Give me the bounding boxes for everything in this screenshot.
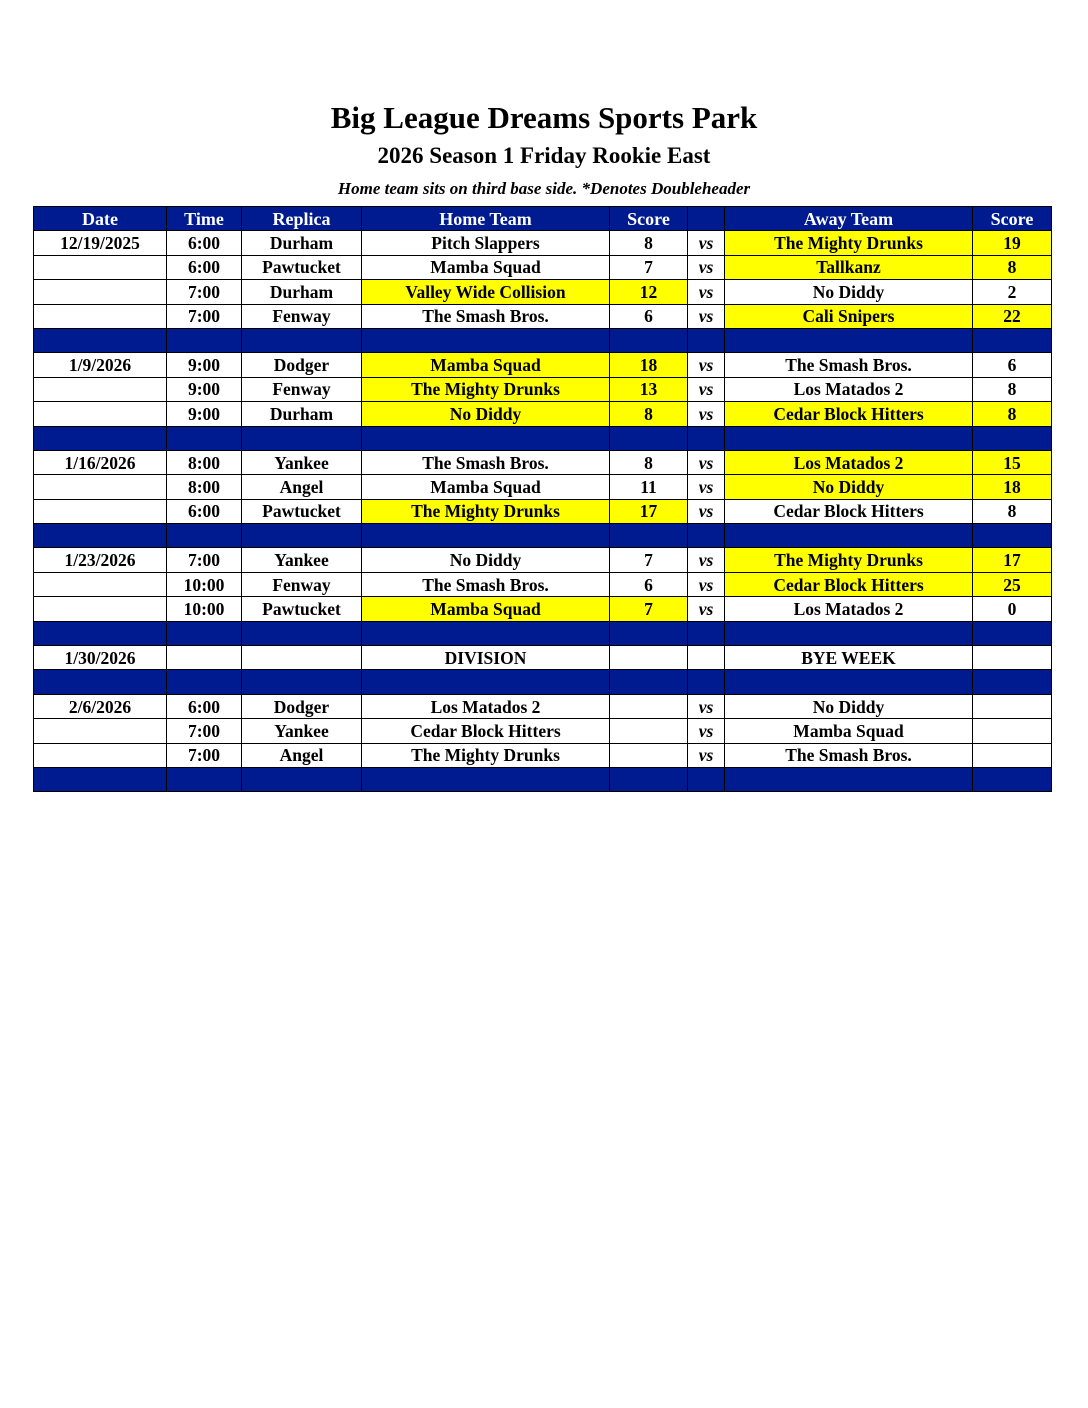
time-cell: 7:00 bbox=[167, 743, 242, 767]
replica-cell: Angel bbox=[242, 475, 362, 499]
vs-cell: vs bbox=[688, 353, 725, 377]
table-row bbox=[34, 353, 1052, 377]
separator-cell bbox=[688, 524, 725, 548]
separator-cell bbox=[167, 767, 242, 791]
away-score-cell: 2 bbox=[973, 280, 1052, 304]
separator-row bbox=[34, 426, 1052, 450]
separator-row bbox=[34, 621, 1052, 645]
table-row bbox=[34, 255, 1052, 279]
time-cell: 6:00 bbox=[167, 694, 242, 718]
date-cell bbox=[34, 402, 167, 426]
separator-cell bbox=[242, 767, 362, 791]
home-team-cell: Mamba Squad bbox=[362, 475, 610, 499]
home-team-cell: No Diddy bbox=[362, 548, 610, 572]
table-row bbox=[34, 572, 1052, 596]
date-cell bbox=[34, 280, 167, 304]
vs-cell: vs bbox=[688, 280, 725, 304]
away-score-cell: 8 bbox=[973, 377, 1052, 401]
home-team-cell: Valley Wide Collision bbox=[362, 280, 610, 304]
separator-cell bbox=[688, 426, 725, 450]
column-header-home-team: Home Team bbox=[362, 207, 610, 231]
away-score-cell: 18 bbox=[973, 475, 1052, 499]
vs-cell: vs bbox=[688, 231, 725, 255]
replica-cell: Yankee bbox=[242, 450, 362, 474]
replica-cell bbox=[242, 646, 362, 670]
date-cell: 1/23/2026 bbox=[34, 548, 167, 572]
home-score-cell: 8 bbox=[610, 231, 688, 255]
separator-cell bbox=[725, 328, 973, 352]
away-score-cell: 17 bbox=[973, 548, 1052, 572]
away-team-cell: Los Matados 2 bbox=[725, 597, 973, 621]
time-cell: 8:00 bbox=[167, 475, 242, 499]
away-team-cell: No Diddy bbox=[725, 280, 973, 304]
vs-cell: vs bbox=[688, 450, 725, 474]
separator-cell bbox=[610, 426, 688, 450]
home-team-cell: The Mighty Drunks bbox=[362, 377, 610, 401]
date-cell bbox=[34, 255, 167, 279]
separator-cell bbox=[688, 328, 725, 352]
column-header-away-score: Score bbox=[973, 207, 1052, 231]
home-score-cell: 17 bbox=[610, 499, 688, 523]
vs-cell: vs bbox=[688, 304, 725, 328]
table-row bbox=[34, 597, 1052, 621]
vs-cell: vs bbox=[688, 694, 725, 718]
away-team-cell: Cedar Block Hitters bbox=[725, 572, 973, 596]
separator-cell bbox=[167, 621, 242, 645]
home-team-cell: Mamba Squad bbox=[362, 597, 610, 621]
separator-cell bbox=[688, 767, 725, 791]
away-score-cell bbox=[973, 743, 1052, 767]
date-cell bbox=[34, 572, 167, 596]
time-cell: 6:00 bbox=[167, 255, 242, 279]
separator-cell bbox=[167, 524, 242, 548]
separator-cell bbox=[242, 621, 362, 645]
separator-cell bbox=[362, 524, 610, 548]
away-team-cell: No Diddy bbox=[725, 475, 973, 499]
separator-cell bbox=[610, 621, 688, 645]
away-team-cell: Mamba Squad bbox=[725, 719, 973, 743]
separator-cell bbox=[973, 621, 1052, 645]
date-cell bbox=[34, 377, 167, 401]
date-cell: 1/9/2026 bbox=[34, 353, 167, 377]
home-score-cell: 12 bbox=[610, 280, 688, 304]
home-score-cell: 7 bbox=[610, 548, 688, 572]
time-cell: 10:00 bbox=[167, 597, 242, 621]
away-team-cell: Los Matados 2 bbox=[725, 450, 973, 474]
away-team-cell: Cedar Block Hitters bbox=[725, 402, 973, 426]
column-header-replica: Replica bbox=[242, 207, 362, 231]
date-cell bbox=[34, 499, 167, 523]
table-row bbox=[34, 450, 1052, 474]
separator-cell bbox=[167, 670, 242, 694]
schedule-note: Home team sits on third base side. *Denotes Doubleheader bbox=[337, 179, 751, 198]
separator-cell bbox=[725, 524, 973, 548]
separator-cell bbox=[34, 328, 167, 352]
vs-cell: vs bbox=[688, 475, 725, 499]
replica-cell: Fenway bbox=[242, 377, 362, 401]
replica-cell: Dodger bbox=[242, 353, 362, 377]
away-team-cell: The Mighty Drunks bbox=[725, 231, 973, 255]
home-team-cell: The Smash Bros. bbox=[362, 450, 610, 474]
table-row bbox=[34, 719, 1052, 743]
home-team-cell: DIVISION bbox=[362, 646, 610, 670]
column-header-home-score: Score bbox=[610, 207, 688, 231]
home-team-cell: Los Matados 2 bbox=[362, 694, 610, 718]
page-subtitle: 2026 Season 1 Friday Rookie East bbox=[377, 143, 711, 168]
away-team-cell: BYE WEEK bbox=[725, 646, 973, 670]
time-cell: 7:00 bbox=[167, 280, 242, 304]
table-row bbox=[34, 499, 1052, 523]
date-cell: 12/19/2025 bbox=[34, 231, 167, 255]
column-header-time: Time bbox=[167, 207, 242, 231]
separator-cell bbox=[362, 621, 610, 645]
separator-cell bbox=[167, 426, 242, 450]
away-team-cell: The Mighty Drunks bbox=[725, 548, 973, 572]
separator-row bbox=[34, 328, 1052, 352]
vs-cell: vs bbox=[688, 402, 725, 426]
date-cell bbox=[34, 304, 167, 328]
home-score-cell: 6 bbox=[610, 304, 688, 328]
separator-cell bbox=[725, 426, 973, 450]
replica-cell: Pawtucket bbox=[242, 255, 362, 279]
separator-cell bbox=[973, 328, 1052, 352]
away-score-cell: 8 bbox=[973, 402, 1052, 426]
separator-cell bbox=[362, 670, 610, 694]
column-header-away-team: Away Team bbox=[725, 207, 973, 231]
replica-cell: Durham bbox=[242, 402, 362, 426]
separator-cell bbox=[688, 621, 725, 645]
home-score-cell bbox=[610, 719, 688, 743]
date-cell: 1/30/2026 bbox=[34, 646, 167, 670]
away-score-cell bbox=[973, 694, 1052, 718]
column-header-vs bbox=[688, 207, 725, 231]
vs-cell: vs bbox=[688, 548, 725, 572]
away-score-cell: 22 bbox=[973, 304, 1052, 328]
separator-cell bbox=[610, 767, 688, 791]
home-score-cell: 11 bbox=[610, 475, 688, 499]
separator-cell bbox=[34, 621, 167, 645]
home-score-cell bbox=[610, 743, 688, 767]
time-cell: 6:00 bbox=[167, 499, 242, 523]
separator-cell bbox=[725, 767, 973, 791]
separator-cell bbox=[242, 524, 362, 548]
separator-cell bbox=[167, 328, 242, 352]
away-team-cell: No Diddy bbox=[725, 694, 973, 718]
away-team-cell: Tallkanz bbox=[725, 255, 973, 279]
time-cell: 10:00 bbox=[167, 572, 242, 596]
table-row bbox=[34, 743, 1052, 767]
away-score-cell: 19 bbox=[973, 231, 1052, 255]
separator-cell bbox=[34, 524, 167, 548]
time-cell: 7:00 bbox=[167, 719, 242, 743]
vs-cell: vs bbox=[688, 499, 725, 523]
vs-cell bbox=[688, 646, 725, 670]
away-team-cell: Los Matados 2 bbox=[725, 377, 973, 401]
vs-cell: vs bbox=[688, 597, 725, 621]
column-header-date: Date bbox=[34, 207, 167, 231]
time-cell: 6:00 bbox=[167, 231, 242, 255]
home-team-cell: Cedar Block Hitters bbox=[362, 719, 610, 743]
away-score-cell bbox=[973, 719, 1052, 743]
schedule-table bbox=[33, 206, 1052, 792]
time-cell: 9:00 bbox=[167, 377, 242, 401]
time-cell: 8:00 bbox=[167, 450, 242, 474]
table-row bbox=[34, 402, 1052, 426]
home-score-cell: 8 bbox=[610, 402, 688, 426]
table-row bbox=[34, 377, 1052, 401]
away-team-cell: Cali Snipers bbox=[725, 304, 973, 328]
away-score-cell: 8 bbox=[973, 255, 1052, 279]
home-team-cell: Mamba Squad bbox=[362, 353, 610, 377]
home-score-cell: 13 bbox=[610, 377, 688, 401]
home-team-cell: No Diddy bbox=[362, 402, 610, 426]
date-cell bbox=[34, 743, 167, 767]
replica-cell: Pawtucket bbox=[242, 499, 362, 523]
table-row bbox=[34, 304, 1052, 328]
separator-cell bbox=[610, 670, 688, 694]
home-score-cell bbox=[610, 646, 688, 670]
separator-cell bbox=[34, 426, 167, 450]
replica-cell: Pawtucket bbox=[242, 597, 362, 621]
vs-cell: vs bbox=[688, 377, 725, 401]
date-cell: 1/16/2026 bbox=[34, 450, 167, 474]
home-team-cell: The Smash Bros. bbox=[362, 304, 610, 328]
separator-cell bbox=[973, 670, 1052, 694]
vs-cell: vs bbox=[688, 255, 725, 279]
away-team-cell: Cedar Block Hitters bbox=[725, 499, 973, 523]
away-score-cell: 15 bbox=[973, 450, 1052, 474]
separator-cell bbox=[973, 524, 1052, 548]
separator-cell bbox=[973, 767, 1052, 791]
separator-cell bbox=[610, 328, 688, 352]
separator-cell bbox=[242, 426, 362, 450]
replica-cell: Dodger bbox=[242, 694, 362, 718]
header-row bbox=[34, 207, 1052, 231]
home-score-cell: 18 bbox=[610, 353, 688, 377]
time-cell: 7:00 bbox=[167, 548, 242, 572]
time-cell: 9:00 bbox=[167, 353, 242, 377]
date-cell bbox=[34, 475, 167, 499]
time-cell: 7:00 bbox=[167, 304, 242, 328]
replica-cell: Angel bbox=[242, 743, 362, 767]
date-cell: 2/6/2026 bbox=[34, 694, 167, 718]
away-score-cell bbox=[973, 646, 1052, 670]
separator-row bbox=[34, 767, 1052, 791]
home-team-cell: Pitch Slappers bbox=[362, 231, 610, 255]
away-team-cell: The Smash Bros. bbox=[725, 353, 973, 377]
page-title: Big League Dreams Sports Park bbox=[330, 100, 758, 135]
replica-cell: Yankee bbox=[242, 548, 362, 572]
home-score-cell: 8 bbox=[610, 450, 688, 474]
separator-cell bbox=[362, 767, 610, 791]
home-score-cell: 6 bbox=[610, 572, 688, 596]
replica-cell: Durham bbox=[242, 280, 362, 304]
separator-cell bbox=[610, 524, 688, 548]
away-score-cell: 0 bbox=[973, 597, 1052, 621]
separator-cell bbox=[688, 670, 725, 694]
date-cell bbox=[34, 597, 167, 621]
separator-cell bbox=[362, 328, 610, 352]
replica-cell: Fenway bbox=[242, 304, 362, 328]
home-score-cell: 7 bbox=[610, 597, 688, 621]
replica-cell: Yankee bbox=[242, 719, 362, 743]
separator-row bbox=[34, 524, 1052, 548]
table-row bbox=[34, 694, 1052, 718]
away-score-cell: 8 bbox=[973, 499, 1052, 523]
replica-cell: Durham bbox=[242, 231, 362, 255]
time-cell: 9:00 bbox=[167, 402, 242, 426]
table-row bbox=[34, 231, 1052, 255]
vs-cell: vs bbox=[688, 719, 725, 743]
separator-cell bbox=[362, 426, 610, 450]
home-team-cell: The Mighty Drunks bbox=[362, 743, 610, 767]
separator-cell bbox=[973, 426, 1052, 450]
date-cell bbox=[34, 719, 167, 743]
table-row bbox=[34, 280, 1052, 304]
home-score-cell bbox=[610, 694, 688, 718]
separator-cell bbox=[725, 621, 973, 645]
home-team-cell: The Mighty Drunks bbox=[362, 499, 610, 523]
schedule-body bbox=[34, 231, 1052, 792]
separator-cell bbox=[34, 767, 167, 791]
home-team-cell: Mamba Squad bbox=[362, 255, 610, 279]
table-row bbox=[34, 646, 1052, 670]
table-row bbox=[34, 475, 1052, 499]
separator-cell bbox=[725, 670, 973, 694]
separator-cell bbox=[34, 670, 167, 694]
away-score-cell: 6 bbox=[973, 353, 1052, 377]
separator-row bbox=[34, 670, 1052, 694]
replica-cell: Fenway bbox=[242, 572, 362, 596]
separator-cell bbox=[242, 670, 362, 694]
separator-cell bbox=[242, 328, 362, 352]
vs-cell: vs bbox=[688, 743, 725, 767]
home-score-cell: 7 bbox=[610, 255, 688, 279]
away-score-cell: 25 bbox=[973, 572, 1052, 596]
vs-cell: vs bbox=[688, 572, 725, 596]
away-team-cell: The Smash Bros. bbox=[725, 743, 973, 767]
home-team-cell: The Smash Bros. bbox=[362, 572, 610, 596]
table-row bbox=[34, 548, 1052, 572]
time-cell bbox=[167, 646, 242, 670]
